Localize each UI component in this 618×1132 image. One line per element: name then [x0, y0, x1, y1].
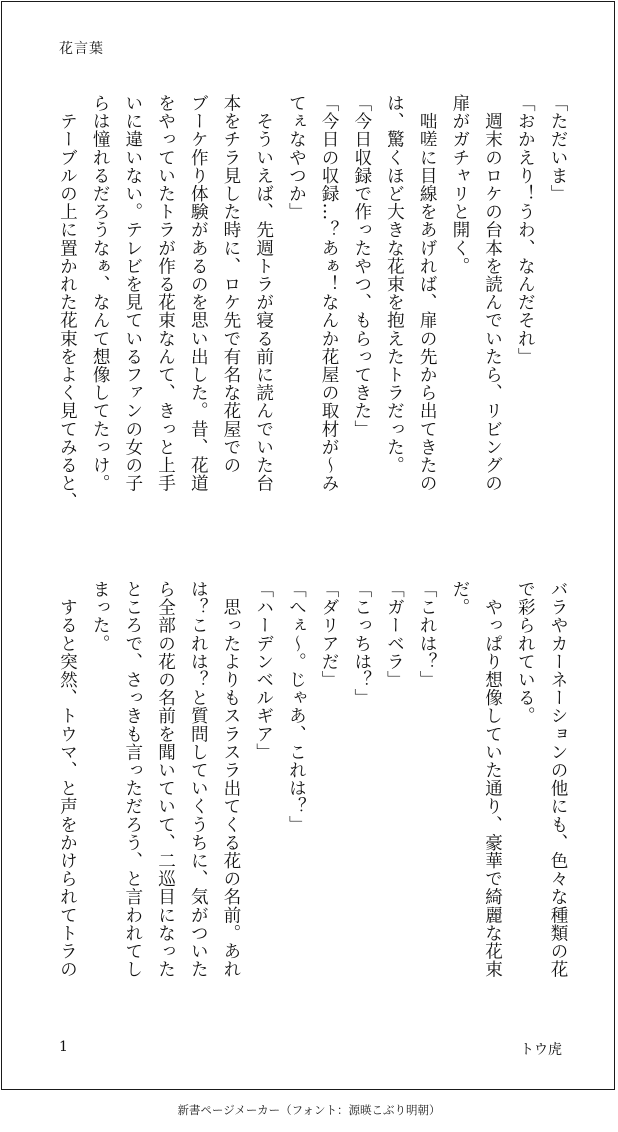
text-line: 思ったよりもスラスラ出てくる花の名前。あれ [220, 580, 241, 979]
text-line: 「こっちは？」 [351, 580, 372, 707]
text-line: てぇなやつか」 [286, 94, 307, 221]
text-line: 咄嗟に目線をあげれば、扉の先から出てきたの [417, 94, 438, 493]
generator-credit: 新書ページメーカー（フォント：源暎こぶり明朝） [177, 1103, 441, 1117]
text-line: 「ハーデンベルギア」 [253, 580, 274, 761]
text-line: は？これは？と質問していくうちに、気がついた [188, 580, 209, 979]
text-line: ところで、さっきも言っただろう、と言われてし [122, 580, 143, 979]
text-line: テーブルの上に置かれた花束をよく見てみると、 [57, 94, 78, 511]
text-line: そういえば、先週トラが寝る前に読んでいた台 [253, 94, 274, 493]
text-line: ら全部の花の名前を聞いていて、二巡目になった [155, 580, 176, 979]
book-page [1, 1, 615, 1090]
text-line: だ。 [449, 580, 470, 617]
page-header-title: 花言葉 [59, 41, 104, 57]
text-line: 「今日の収録…？あぁ！なんか花屋の取材が～み [319, 94, 340, 493]
text-line: バラやカーネーションの他にも、色々な種類の花 [548, 580, 568, 979]
text-line: 「おかえり！うわ、なんだそれ」 [515, 94, 536, 366]
text-line: ブーケ作り体験があるのを思い出した。昔、花道 [188, 94, 209, 493]
upper-text-block [50, 94, 574, 524]
text-line: 「へぇ～。じゃあ、これは？」 [286, 580, 307, 834]
text-line: 「ガーベラ」 [384, 580, 405, 689]
text-line: 「ダリアだ」 [319, 580, 340, 689]
text-line: 本をチラ見した時に、ロケ先で有名な花屋での [220, 94, 241, 475]
text-line: をやっていたトラが作る花束なんて、きっと上手 [155, 94, 176, 493]
lower-text-block [50, 580, 574, 1010]
text-line: らは憧れるだろうなぁ、なんて想像してたっけ。 [90, 94, 111, 493]
text-line: まった。 [90, 580, 111, 653]
text-line: 「これは？」 [417, 580, 438, 689]
text-line: で彩られている。 [515, 580, 536, 725]
text-line: やっぱり想像していた通り、豪華で綺麗な花束 [482, 580, 503, 979]
author-name: トウ虎 [520, 1042, 562, 1058]
text-line: は、驚くほど大きな花束を抱えたトラだった。 [384, 94, 405, 475]
page-number: 1 [59, 1039, 68, 1055]
text-line: 扉がガチャリと開く。 [449, 94, 470, 275]
text-line: 週末のロケの台本を読んでいたら、リビングの [482, 94, 503, 493]
text-line: 「今日収録で作ったやつ、もらってきた」 [351, 94, 372, 438]
text-line: いに違いない。テレビを見ているファンの女の子 [122, 94, 143, 493]
text-line: 「ただいま」 [548, 94, 568, 203]
text-line: すると突然、トウマ、と声をかけられてトラの [57, 580, 78, 979]
